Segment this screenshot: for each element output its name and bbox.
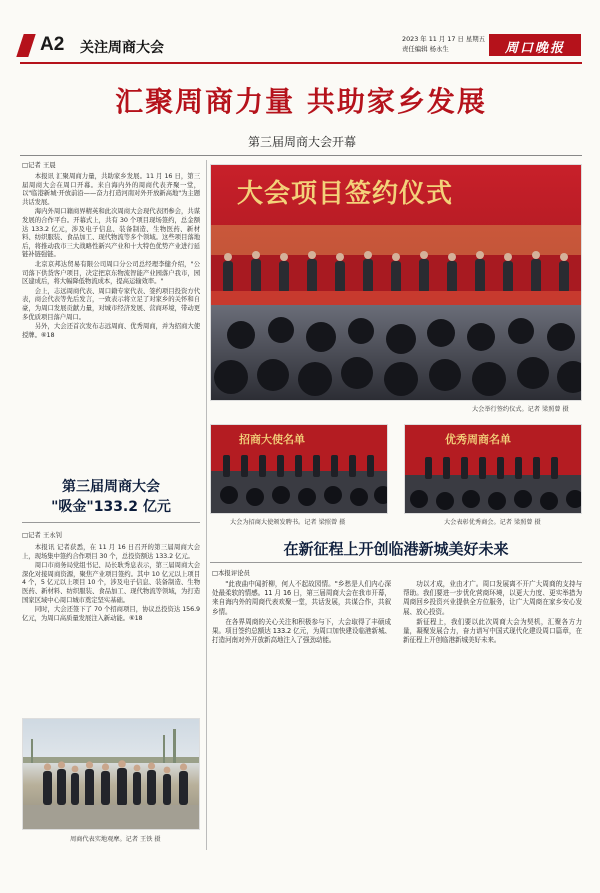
article3-paragraph: "此夜曲中闻折柳，何人不起故园情。"乡愁是人们内心深处最柔软的情感。11 月 16 日，第三届周商大会在我市开幕，来自海内外的周商代表欢聚一堂，共话发展，共谋合作，共叙乡情。: [212, 580, 391, 616]
visit-photo-scene: [23, 719, 200, 830]
article2-byline: □记者 王永钊: [22, 531, 63, 539]
column-divider: [206, 160, 207, 850]
headline-rule: [20, 155, 582, 156]
visit-photo-caption: 周商代表实地观摩。记者 王铁 摄: [70, 836, 161, 843]
award-photo-right-banner: 优秀周商名单: [445, 433, 511, 446]
main-subheadline: 第三届周商大会开幕: [247, 135, 356, 149]
page-marker-bar: [16, 34, 35, 57]
article3-body: [212, 580, 582, 850]
award-photo-left-caption: 大会为招商大使颁发聘书。记者 梁照曾 摄: [230, 519, 346, 526]
article2-paragraph: 周口市商务局党组书记、局长耿秀息表示，第三届周商大会深化对接周商资源，聚焦产业项目签约。其中 10 亿元以上项目 4 个，5 亿元以上项目 10 个，涉及电子信息、装备制造、生物医药、新材料、纺织服装、食品加工、现代物流等领域，为打造国家区域中心周口城市奠定坚实基础。: [22, 561, 200, 604]
article1-paragraph: 北京京邦达贸易有限公司周口分公司总经理李健介绍，"公司落下供货客户项目，决定把京东物流智能产业园落户我市，园区建成后，将大幅降低物流成本，提高运输效率。": [22, 259, 200, 286]
article1-body: [22, 172, 200, 467]
article2-paragraph: 本报讯 记者获悉，在 11 月 16 日召开的第三届周商大会上，现场集中签约合作项目 30 个，总投资额达 133.2 亿元。: [22, 543, 200, 560]
article3-paragraph: 新征程上，我们要以此次周商大会为契机，汇聚各方力量，凝聚发展合力，奋力谱写中国式现代化建设周口篇章，在新征程上开创临港新城美好未来。: [403, 617, 582, 645]
article2-paragraph: 同时，大会还签下了 70 个招商项目，协议总投资达 156.9 亿元，为周口高质量发展注入新动能。⑥18: [22, 605, 200, 622]
main-photo-caption: 大会举行签约仪式。记者 梁照曾 摄: [472, 406, 569, 413]
award-photo-right: [404, 424, 582, 514]
section-title: 关注周商大会: [80, 40, 164, 56]
article1-byline: □记者 王晨: [22, 161, 56, 169]
article1-paragraph: 本报讯 汇聚周商力量，共助家乡发展。11 月 16 日，第三届周商大会在周口开幕。来自海内外的周商代表齐聚一堂，以"临港新城·开放前沿——奋力打造河南对外开放新高地"为主题共话发展。: [22, 172, 200, 206]
main-photo: [210, 164, 582, 401]
main-photo-banner: 大会项目签约仪式: [237, 179, 454, 209]
issue-date: 2023 年 11 月 17 日 星期五: [402, 35, 486, 43]
paper-logo-text: 周口晚报: [504, 41, 565, 56]
article1-paragraph: 另外，大会还首次发布志远周商、优秀周商，并为招商大使授牌。⑥18: [22, 322, 200, 339]
page-number-block: [20, 34, 84, 57]
issue-editor: 责任编辑 杨永生: [402, 45, 449, 53]
award-photo-left: [210, 424, 388, 514]
article3-headline: 在新征程上开创临港新城美好未来: [283, 540, 509, 558]
article3-paragraph: 在各界周商的关心关注和积极参与下，大会取得了丰硕成果。项目签约总额达 133.2 亿元，为周口加快建设临港新城、打造河南对外开放新高地注入了强劲动能。: [212, 617, 391, 645]
header-rule: [20, 62, 582, 64]
award-photo-right-caption: 大会表彰优秀商会。记者 梁照曾 摄: [444, 519, 541, 526]
visit-photo: [22, 718, 200, 830]
article1-paragraph: 会上，志远周商代表、周口籍专家代表、签约项目投资方代表，商会代表等先后发言，一致表示将立足了对家乡的关怀和自豪，为周口发展贡献力量，对城市经济发展、营商环境，带动更多优质项目落户周口。: [22, 286, 200, 321]
paper-logo: [489, 34, 581, 56]
article3-paragraph: 功以才成，业由才广。周口发展离不开广大周商的支持与帮助。我们要进一步优化营商环境，以更大力度、更实举措为周商回乡投资兴业提供全方位服务，让广大周商在家乡安心发展、放心投资。: [403, 580, 582, 616]
article3-byline: □本报评论员: [212, 569, 250, 577]
article3-rule: [210, 562, 582, 563]
page-number: A2: [40, 34, 65, 55]
article2-body: [22, 543, 200, 713]
article1-paragraph: 海内外周口籍商界精英和此次周商大会现代表团参会，共谋发展的合作平台。开幕式上，共有 30 个项目现场签约，总金额达 133.2 亿元，涉及电子信息、装备制造、生物医药、新材料、纺织服装、食品加工、现代物流等多个领域。这些项目落地后，将推动我市三大战略性新兴产业和十大特色优势产业进行延链补链强链。: [22, 207, 200, 259]
sub-headline-1: 第三届周商大会: [62, 479, 160, 495]
main-subheadline-wrap: [202, 131, 402, 150]
sub-headline-2: "吸金"133.2 亿元: [51, 499, 171, 515]
main-headline: 汇聚周商力量 共助家乡发展: [115, 85, 487, 118]
award-photo-left-banner: 招商大使名单: [239, 433, 305, 446]
left-column-rule: [22, 522, 200, 523]
